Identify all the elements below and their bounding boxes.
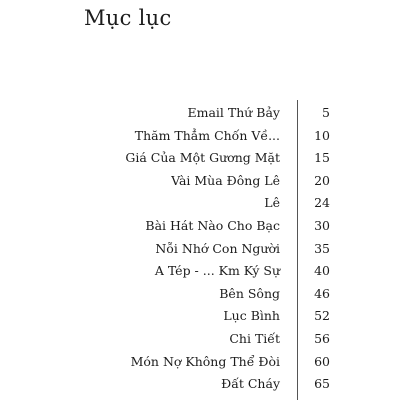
toc-entry: [0, 328, 400, 351]
toc-entry: [0, 125, 400, 148]
toc-entry: [0, 215, 400, 238]
toc-entry: [0, 373, 400, 396]
toc-entry-title: Bài Hát Nào Cho Bạc: [145, 217, 280, 233]
toc-entry-title: Bên Sông: [219, 285, 280, 301]
toc-entry: [0, 305, 400, 328]
toc-entry: [0, 351, 400, 374]
toc-entry-page-number: 30: [314, 217, 330, 233]
toc-entry-title: Đất Cháy: [221, 376, 280, 392]
toc-entry-page-number: 10: [314, 127, 330, 143]
toc-entry-page-number: 24: [314, 195, 330, 211]
toc-entry-page-number: 65: [314, 376, 330, 392]
toc-entry-title: Thăm Thẳm Chốn Về...: [134, 127, 280, 143]
toc-entry-title: Lục Bình: [223, 308, 280, 324]
toc-entry-page-number: 52: [314, 308, 330, 324]
page-title: Mục lục: [84, 6, 172, 30]
toc-entry-page-number: 40: [314, 263, 330, 279]
toc-entry: [0, 170, 400, 193]
toc-entry-title: Nỗi Nhớ Con Người: [155, 240, 280, 256]
toc-entry-title: Lê: [264, 195, 280, 211]
toc-entry-page-number: 5: [322, 105, 330, 120]
toc-entry-title: Vài Mùa Đông Lê: [171, 172, 280, 188]
toc-entry-page-number: 60: [314, 353, 330, 369]
toc-entry: [0, 260, 400, 283]
toc-entry-page-number: 35: [314, 240, 330, 256]
toc-entry-title: Món Nợ Không Thể Đòi: [130, 353, 280, 369]
toc-entry: [0, 147, 400, 170]
toc-entry: [0, 102, 400, 125]
toc-entry-page-number: 15: [314, 150, 330, 166]
toc-entry-title: Email Thứ Bảy: [187, 105, 280, 120]
toc-entry-page-number: 20: [314, 172, 330, 188]
toc-entry-page-number: 46: [314, 285, 330, 301]
toc-entry-title: Giá Của Một Gương Mặt: [125, 150, 280, 166]
toc-entry-title: A Tép - ... Km Ký Sự: [154, 263, 280, 279]
toc-entry: [0, 192, 400, 215]
toc-entry: [0, 238, 400, 261]
table-of-contents: [0, 102, 400, 396]
toc-entry-title: Chi Tiết: [229, 330, 280, 346]
toc-entry: [0, 283, 400, 306]
toc-entry-page-number: 56: [314, 330, 330, 346]
